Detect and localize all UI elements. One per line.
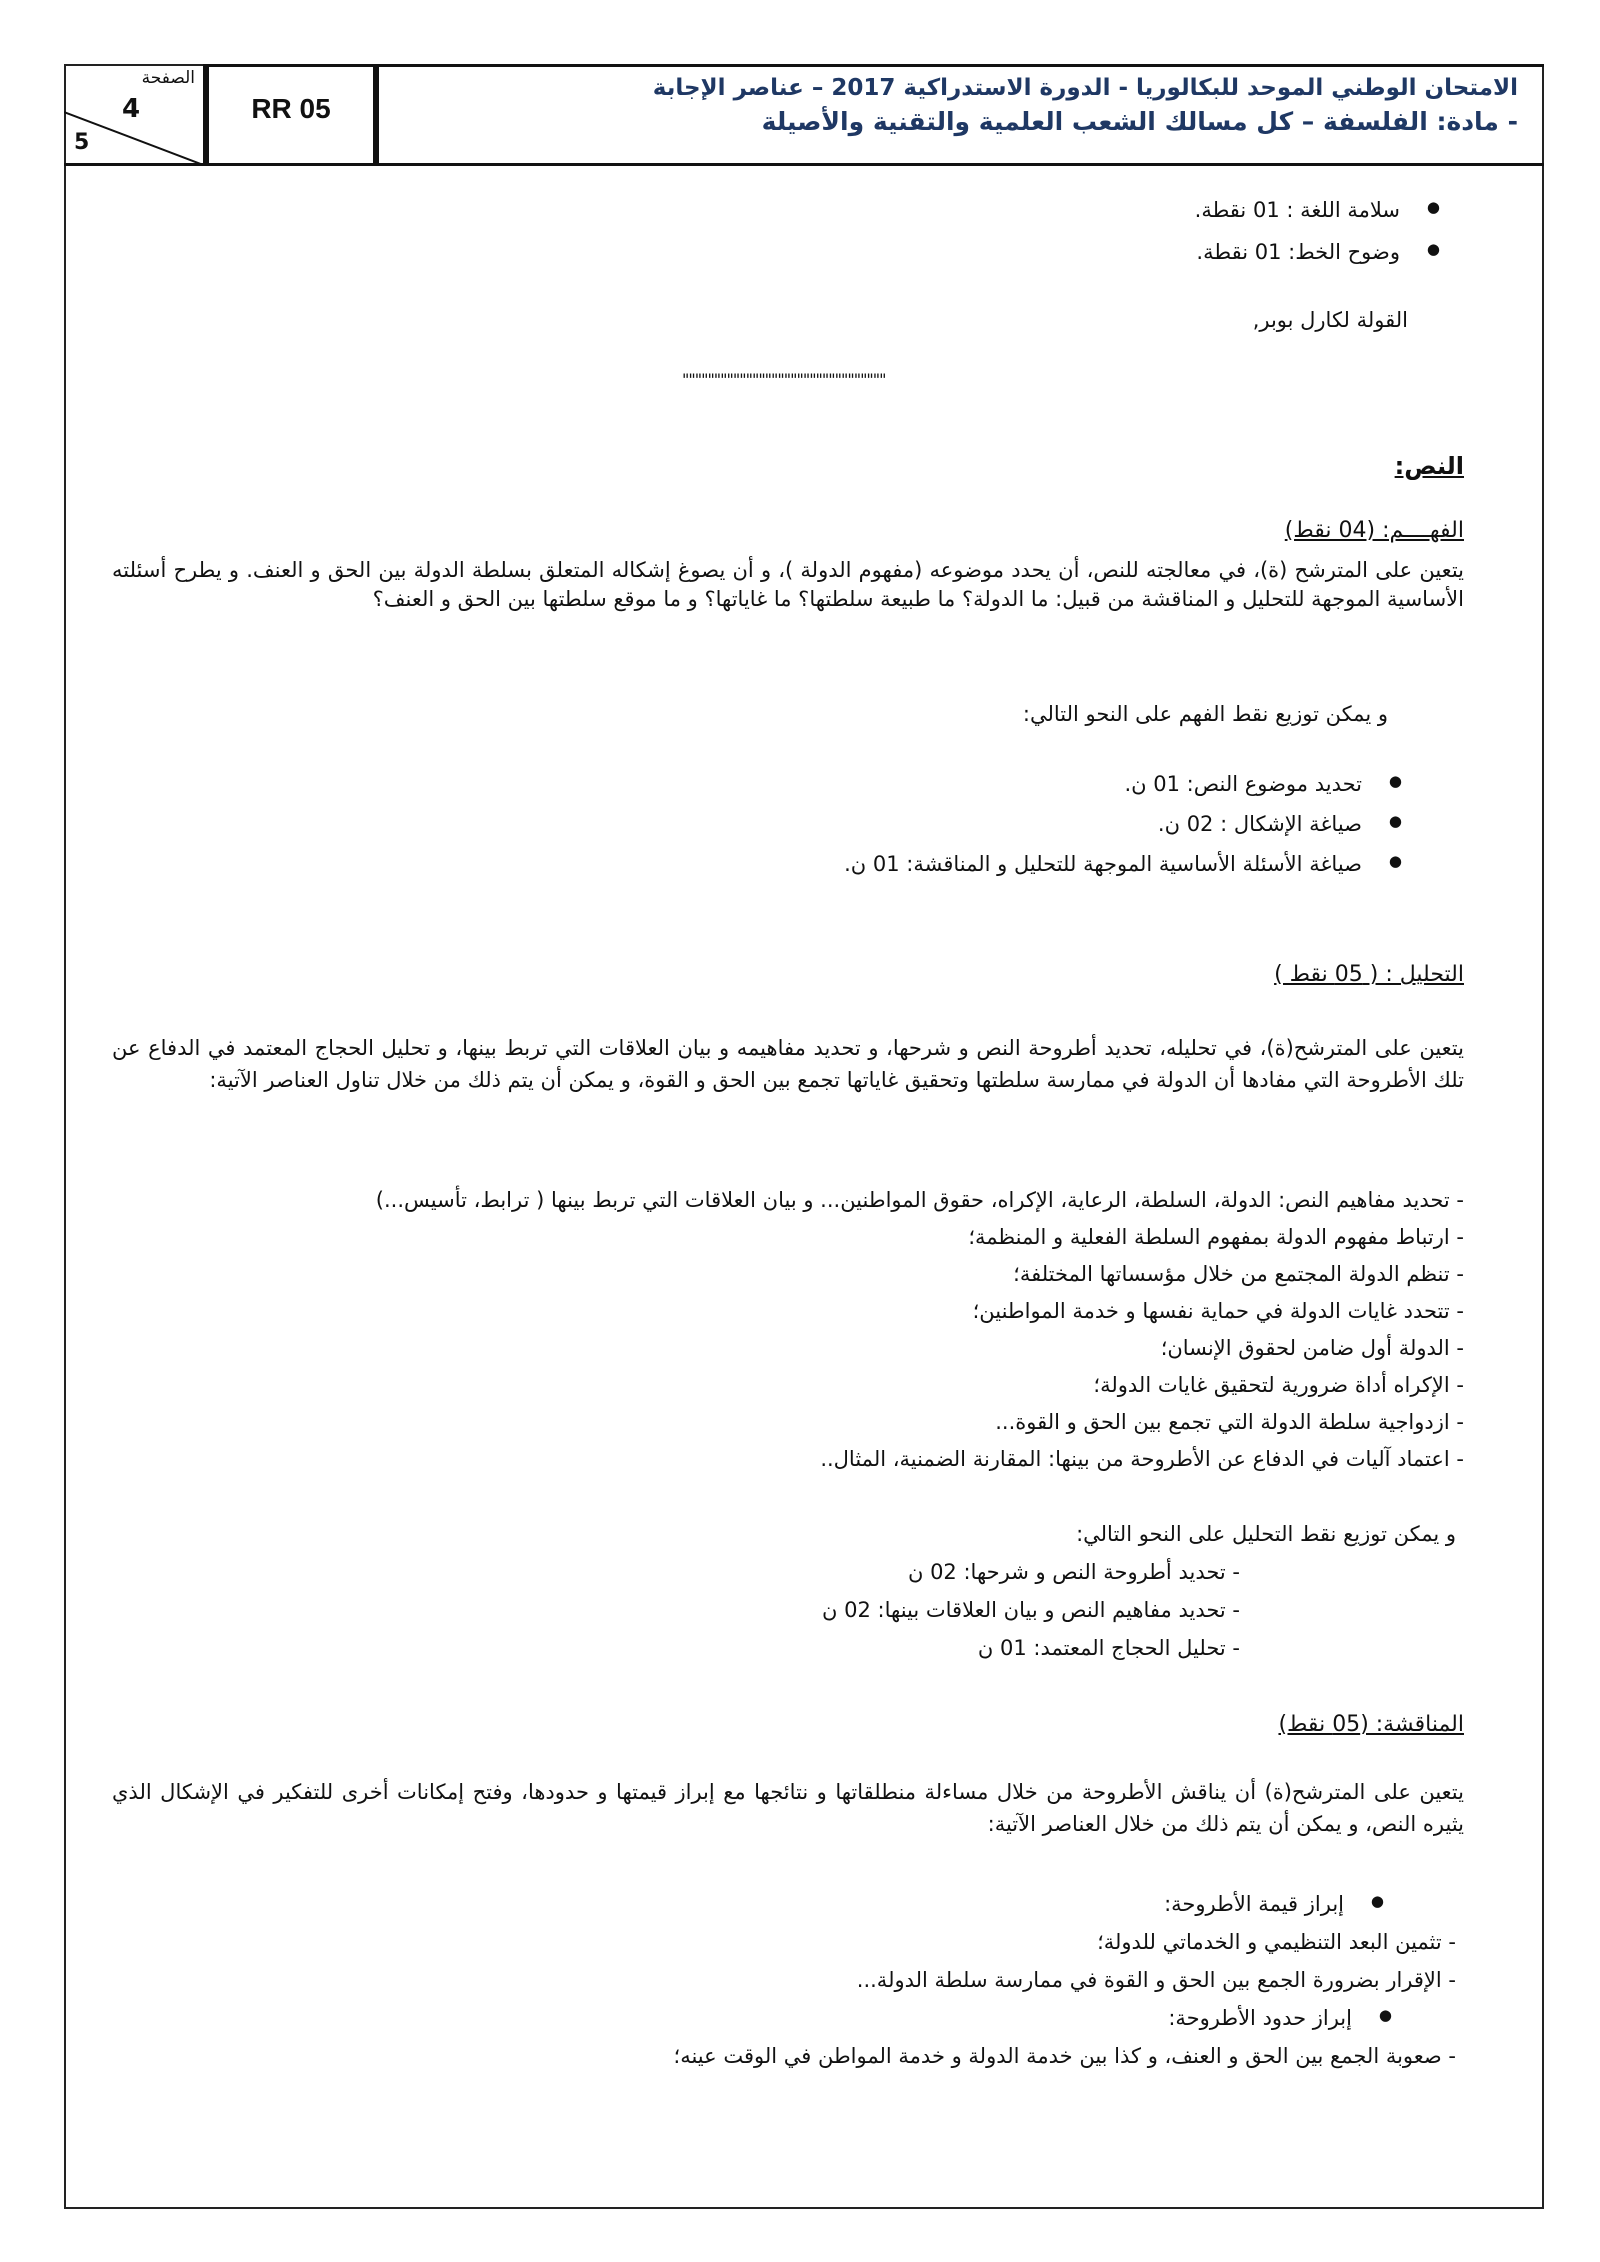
comprehension-heading: الفهــــم: (04 نقط) <box>1284 518 1464 543</box>
analysis-heading: التحليل : ( 05 نقط ) <box>1274 962 1464 987</box>
analysis-element: - تحديد مفاهيم النص: الدولة، السلطة، الرعاية، الإكراه، حقوق المواطنين... و بيان العلاقات التي تربط بينها ( ترابط، تأسيس...) <box>375 1188 1464 1212</box>
analysis-element: - الإكراه أداة ضرورية لتحقيق غايات الدولة؛ <box>1093 1373 1464 1397</box>
analysis-element: - اعتماد آليات في الدفاع عن الأطروحة من بينها: المقارنة الضمنية، المثال.. <box>820 1447 1464 1471</box>
analysis-distribution-item: - تحديد أطروحة النص و شرحها: 02 ن <box>907 1560 1240 1584</box>
header-title-line1: الامتحان الوطني الموحد للبكالوريا - الدورة الاستدراكية 2017 – عناصر الإجابة <box>652 75 1518 101</box>
comprehension-distribution-intro: و يمكن توزيع نقط الفهم على النحو التالي: <box>1022 702 1388 726</box>
comprehension-item: ● صياغة الأسئلة الأساسية الموجهة للتحليل و المناقشة: 01 ن. <box>844 852 1362 876</box>
handwriting-bullet: ● وضوح الخط: 01 نقطة. <box>1196 240 1400 264</box>
exam-code-box <box>206 64 376 166</box>
analysis-distribution-intro: و يمكن توزيع نقط التحليل على النحو التالي: <box>1076 1522 1456 1546</box>
analysis-element: - ازدواجية سلطة الدولة التي تجمع بين الحق و القوة... <box>995 1410 1464 1434</box>
header-title-line2: - مادة: الفلسفة – كل مسالك الشعب العلمية والتقنية والأصيلة <box>761 107 1518 136</box>
analysis-element: - ارتباط مفهوم الدولة بمفهوم السلطة الفعلية و المنظمة؛ <box>968 1225 1464 1249</box>
limits-item: - صعوبة الجمع بين الحق و العنف، و كذا بين خدمة الدولة و خدمة المواطن في الوقت عينه؛ <box>673 2044 1456 2068</box>
analysis-element: - الدولة أول ضامن لحقوق الإنسان؛ <box>1160 1336 1464 1360</box>
comprehension-item: ● تحديد موضوع النص: 01 ن. <box>1124 772 1362 796</box>
discussion-heading: المناقشة: (05 نقط) <box>1278 1712 1464 1737</box>
quote-marks: """""""""""""""""""""""""""""""" <box>682 370 886 389</box>
page-label: الصفحة <box>141 68 195 88</box>
page-number-box <box>64 64 206 166</box>
header-title-box <box>376 64 1544 166</box>
analysis-paragraph: يتعين على المترشح(ة)، في تحليله، تحديد أطروحة النص و شرحها، و تحديد مفاهيمه و بيان العلاقات التي تربط بينها، و تحليل الحجاج المعتمد في الدفاع عن تلك الأطروحة التي مفادها أن الدولة في ممارسة سلطتها وتحقيق غاياتها تجمع بين الحق و القوة، و يمكن أن يتم ذلك من خلال تناول العناصر الآتية: <box>112 1036 1464 1092</box>
quote-line: القولة لكارل بوبر, <box>1252 308 1408 332</box>
exam-header <box>64 64 1544 166</box>
page-current: 4 <box>122 94 141 124</box>
language-bullet: ● سلامة اللغة : 01 نقطة. <box>1195 198 1400 222</box>
analysis-element: - تتحدد غايات الدولة في حماية نفسها و خدمة المواطنين؛ <box>972 1299 1464 1323</box>
value-heading: ● إبراز قيمة الأطروحة: <box>1164 1892 1344 1916</box>
analysis-element: - تنظم الدولة المجتمع من خلال مؤسساتها المختلفة؛ <box>1013 1262 1464 1286</box>
analysis-distribution-item: - تحليل الحجاج المعتمد: 01 ن <box>977 1636 1240 1660</box>
value-item: - الإقرار بضرورة الجمع بين الحق و القوة في ممارسة سلطة الدولة... <box>856 1968 1456 1992</box>
comprehension-item: ● صياغة الإشكال : 02 ن. <box>1158 812 1362 836</box>
limits-heading: ● إبراز حدود الأطروحة: <box>1168 2006 1352 2030</box>
exam-code: RR 05 <box>251 93 331 124</box>
value-item: - تثمين البعد التنظيمي و الخدماتي للدولة؛ <box>1097 1930 1456 1954</box>
analysis-distribution-item: - تحديد مفاهيم النص و بيان العلاقات بينها: 02 ن <box>822 1598 1240 1622</box>
text-heading: النص: <box>1394 452 1464 480</box>
discussion-paragraph: يتعين على المترشح(ة) أن يناقش الأطروحة من خلال مساءلة منطلقاتها و نتائجها مع إبراز قيمتها و حدودها، وفتح إمكانات أخرى للتفكير في الإشكال الذي يثيره النص، و يمكن أن يتم ذلك من خلال العناصر الآتية: <box>112 1780 1464 1836</box>
comprehension-paragraph: يتعين على المترشح (ة)، في معالجته للنص، أن يحدد موضوعه (مفهوم الدولة )، و أن يصوغ إشكاله المتعلق بسلطة الدولة بين الحق و العنف. و يطرح أسئلته الأساسية الموجهة للتحليل و المناقشة من قبيل: ما الدولة؟ ما طبيعة سلطتها؟ ما غاياتها؟ و ما موقع سلطتها بين الحق و العنف؟ <box>112 558 1464 611</box>
page-total: 5 <box>74 130 90 155</box>
